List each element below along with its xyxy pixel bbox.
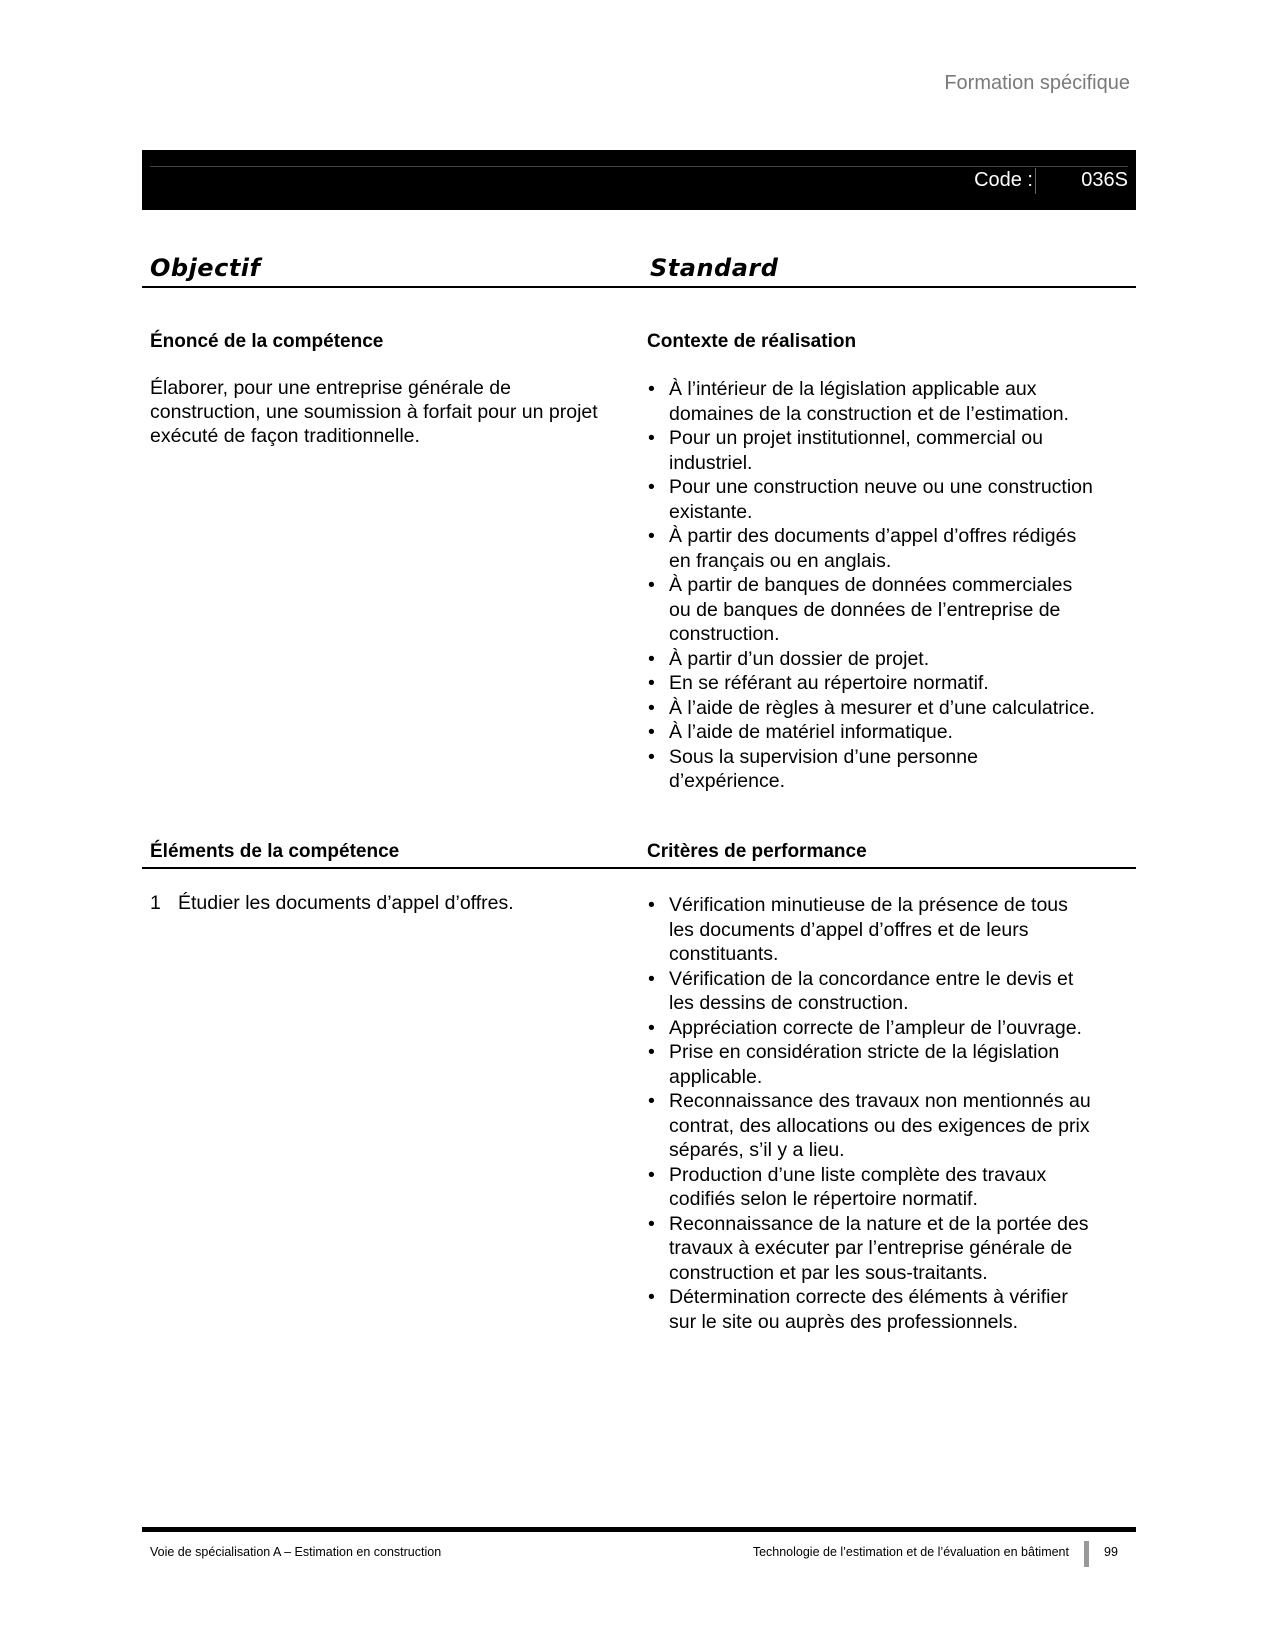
critere-item-line: constituants. [669, 943, 779, 965]
critere-item-line: • Reconnaissance des travaux non mentionnés au [669, 1090, 1091, 1112]
critere-item-line: contrat, des allocations ou des exigences de prix [669, 1114, 1090, 1137]
critere-item [647, 1163, 1137, 1212]
contexte-item-line: • À partir de banques de données commerciales [669, 574, 1073, 596]
section-divider [142, 867, 1136, 869]
enonce-line: Élaborer, pour une entreprise générale de [150, 377, 511, 399]
enonce-line: construction, une soumission à forfait pour un projet [150, 401, 598, 423]
contexte-item-line: ou de banques de données de l’entreprise de [669, 598, 1061, 621]
contexte-item [647, 720, 1137, 745]
critere-item [647, 1285, 1137, 1334]
critere-item-line: sur le site ou auprès des professionnels. [669, 1310, 1019, 1333]
elements-heading: Éléments de la compétence [150, 841, 400, 862]
element-text: Étudier les documents d’appel d’offres. [178, 892, 514, 914]
code-label: Code : [974, 169, 1033, 191]
contexte-item [647, 745, 1137, 794]
critere-item-line: les documents d’appel d’offres et de leurs [669, 918, 1029, 941]
contexte-heading: Contexte de réalisation [647, 331, 857, 352]
criteres-list [647, 893, 1137, 1334]
contexte-item-line: • À l’intérieur de la législation applicable aux [669, 378, 1037, 400]
critere-item [647, 1040, 1137, 1089]
element-number: 1 [150, 892, 161, 914]
contexte-bullets [647, 377, 1137, 794]
page-number: 99 [1104, 1545, 1118, 1559]
critere-item-line: les dessins de construction. [669, 992, 909, 1014]
contexte-item-line: • À l’aide de matériel informatique. [669, 721, 953, 743]
contexte-item [647, 524, 1137, 573]
contexte-item-line: industriel. [669, 451, 753, 474]
code-separator [1035, 168, 1036, 194]
footer-rule [142, 1527, 1136, 1532]
contexte-item-line: • Pour un projet institutionnel, commercial ou [669, 427, 1043, 449]
critere-item-line: applicable. [669, 1065, 763, 1088]
critere-item-line: • Reconnaissance de la nature et de la portée des [669, 1212, 1089, 1235]
contexte-item-line: construction. [669, 623, 780, 645]
contexte-item [647, 426, 1137, 475]
contexte-item-line: existante. [669, 500, 753, 523]
contexte-item [647, 696, 1137, 721]
contexte-list [647, 377, 1137, 794]
code-value: 036S [1081, 169, 1128, 191]
element-item [150, 891, 514, 915]
enonce-text [150, 376, 640, 448]
enonce-line: exécuté de façon traditionnelle. [150, 425, 420, 447]
critere-item [647, 967, 1137, 1016]
critere-item-line: travaux à exécuter par l’entreprise générale de [669, 1237, 1073, 1259]
criteres-bullets [647, 893, 1137, 1334]
critere-item-line: • Vérification de la concordance entre le devis et [669, 967, 1074, 990]
footer-separator [1084, 1541, 1089, 1567]
critere-item [647, 1212, 1137, 1286]
critere-item [647, 1016, 1137, 1041]
contexte-item [647, 647, 1137, 672]
contexte-item [647, 475, 1137, 524]
contexte-item-line: • Sous la supervision d’une personne [669, 745, 978, 768]
critere-item [647, 893, 1137, 967]
critere-item-line: • Production d’une liste complète des travaux [669, 1163, 1047, 1186]
code-bar [142, 150, 1136, 210]
critere-item-line: • Détermination correcte des éléments à vérifier [669, 1286, 1068, 1308]
critere-item [647, 1089, 1137, 1163]
contexte-item-line: • En se référant au répertoire normatif. [669, 672, 989, 694]
critere-item-line: • Appréciation correcte de l’ampleur de l’ouvrage. [669, 1016, 1082, 1039]
critere-item-line: codifiés selon le répertoire normatif. [669, 1188, 978, 1210]
critere-item-line: • Prise en considération stricte de la législation [669, 1041, 1060, 1063]
code-bar-rule [150, 166, 1128, 167]
section-header: Formation spécifique [944, 72, 1130, 94]
contexte-item-line: domaines de la construction et de l’estimation. [669, 402, 1069, 425]
contexte-item-line: • À partir des documents d’appel d’offres rédigés [669, 525, 1077, 547]
criteres-heading: Critères de performance [647, 841, 867, 862]
contexte-item-line: • À l’aide de règles à mesurer et d’une calculatrice. [669, 696, 1095, 719]
enonce-heading: Énoncé de la compétence [150, 331, 384, 352]
footer-left: Voie de spécialisation A – Estimation en construction [150, 1545, 442, 1559]
objectif-title: Objectif [150, 254, 261, 282]
footer-title: Technologie de l’estimation et de l’évaluation en bâtiment [752, 1545, 1069, 1559]
contexte-item-line: • À partir d’un dossier de projet. [669, 647, 930, 670]
critere-item-line: • Vérification minutieuse de la présence de tous [669, 894, 1068, 916]
title-divider [142, 286, 1136, 288]
contexte-item-line: en français ou en anglais. [669, 549, 892, 572]
contexte-item [647, 573, 1137, 647]
critere-item-line: construction et par les sous-traitants. [669, 1261, 988, 1284]
standard-title: Standard [650, 254, 779, 282]
contexte-item-line: d’expérience. [669, 770, 785, 792]
contexte-item-line: • Pour une construction neuve ou une construction [669, 476, 1093, 498]
contexte-item [647, 377, 1137, 426]
critere-item-line: séparés, s’il y a lieu. [669, 1139, 845, 1161]
contexte-item [647, 671, 1137, 696]
